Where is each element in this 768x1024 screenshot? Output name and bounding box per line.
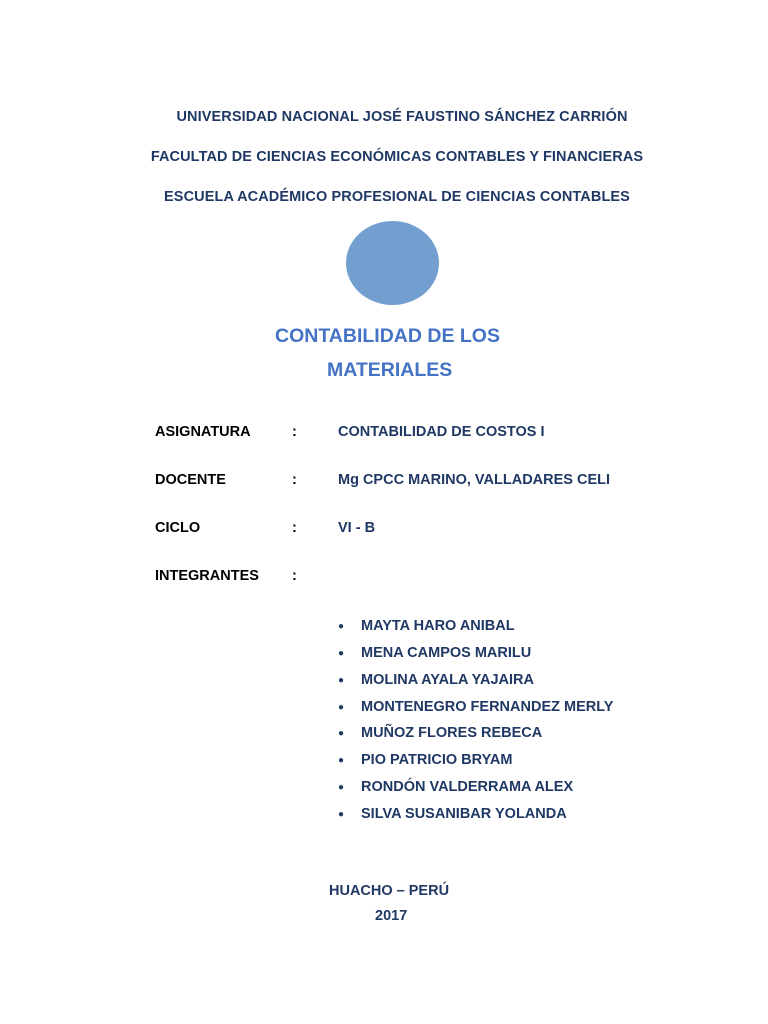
integrantes-label: INTEGRANTES bbox=[155, 568, 259, 584]
member-name: MUÑOZ FLORES REBECA bbox=[361, 725, 543, 741]
bullet-icon: ● bbox=[338, 648, 345, 659]
member-name: RONDÓN VALDERRAMA ALEX bbox=[361, 779, 574, 795]
docente-value: Mg CPCC MARINO, VALLADARES CELI bbox=[338, 472, 611, 488]
member-name: MAYTA HARO ANIBAL bbox=[361, 618, 515, 634]
bullet-icon: ● bbox=[338, 809, 345, 820]
asignatura-label: ASIGNATURA bbox=[155, 424, 251, 440]
university-name: UNIVERSIDAD NACIONAL JOSÉ FAUSTINO SÁNCHEZ CARRIÓN bbox=[176, 109, 628, 125]
footer-place: HUACHO – PERÚ bbox=[329, 883, 450, 899]
list-item bbox=[338, 806, 567, 822]
list-item bbox=[338, 699, 613, 715]
bullet-icon: ● bbox=[338, 702, 345, 713]
university-logo bbox=[346, 221, 439, 305]
list-item bbox=[338, 752, 512, 768]
list-item bbox=[338, 725, 542, 741]
list-item bbox=[338, 672, 534, 688]
faculty-name: FACULTAD DE CIENCIAS ECONÓMICAS CONTABLES Y FINANCIERAS bbox=[150, 149, 644, 165]
integrantes-colon: : bbox=[292, 568, 297, 584]
school-name: ESCUELA ACADÉMICO PROFESIONAL DE CIENCIAS CONTABLES bbox=[164, 189, 630, 205]
asignatura-value: CONTABILIDAD DE COSTOS I bbox=[338, 424, 545, 440]
member-name: MONTENEGRO FERNANDEZ MERLY bbox=[361, 699, 614, 715]
document-title-line-2: MATERIALES bbox=[327, 359, 453, 381]
footer-year: 2017 bbox=[375, 908, 408, 924]
bullet-icon: ● bbox=[338, 755, 345, 766]
docente-colon: : bbox=[292, 472, 297, 488]
ciclo-value: VI - B bbox=[338, 520, 376, 536]
list-item bbox=[338, 779, 573, 795]
bullet-icon: ● bbox=[338, 728, 345, 739]
list-item bbox=[338, 645, 531, 661]
member-name: MENA CAMPOS MARILU bbox=[361, 645, 532, 661]
ciclo-label: CICLO bbox=[155, 520, 201, 536]
bullet-icon: ● bbox=[338, 782, 345, 793]
member-name: PIO PATRICIO BRYAM bbox=[361, 752, 513, 768]
docente-label: DOCENTE bbox=[155, 472, 226, 488]
member-name: MOLINA AYALA YAJAIRA bbox=[361, 672, 534, 688]
asignatura-colon: : bbox=[292, 424, 297, 440]
ciclo-colon: : bbox=[292, 520, 297, 536]
document-title-line-1: CONTABILIDAD DE LOS bbox=[275, 325, 500, 347]
member-name: SILVA SUSANIBAR YOLANDA bbox=[361, 806, 567, 822]
bullet-icon: ● bbox=[338, 621, 345, 632]
list-item bbox=[338, 618, 515, 634]
bullet-icon: ● bbox=[338, 675, 345, 686]
